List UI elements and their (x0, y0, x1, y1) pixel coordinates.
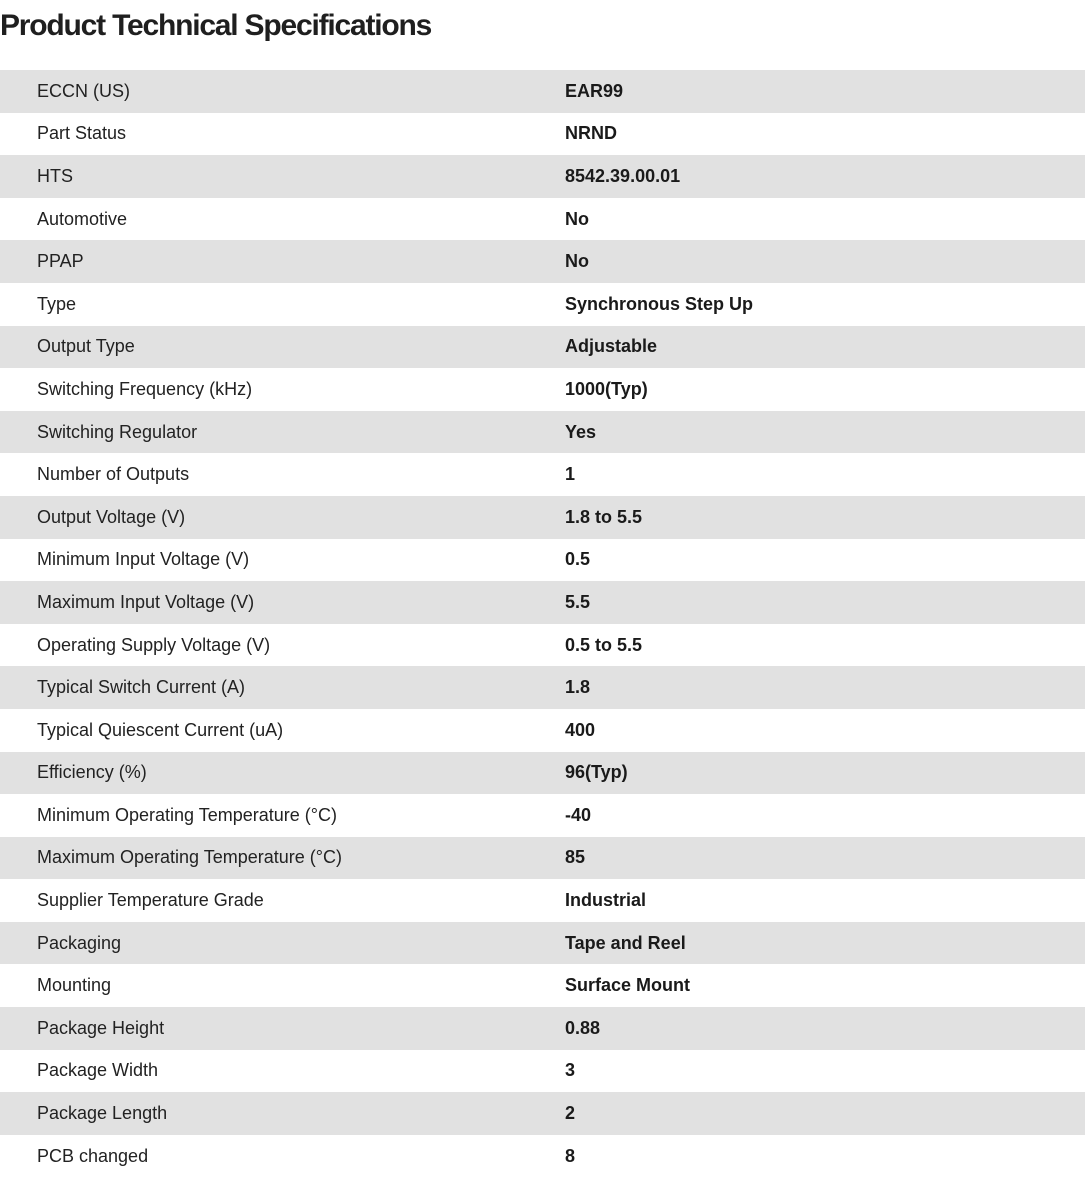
spec-value: 85 (565, 837, 1085, 880)
spec-label: HTS (0, 155, 565, 198)
spec-value: -40 (565, 794, 1085, 837)
spec-label: Maximum Operating Temperature (°C) (0, 837, 565, 880)
spec-value: Tape and Reel (565, 922, 1085, 965)
spec-value: 1 (565, 453, 1085, 496)
spec-value: 0.5 (565, 539, 1085, 582)
spec-label: Packaging (0, 922, 565, 965)
spec-label: Part Status (0, 113, 565, 156)
spec-label: Switching Frequency (kHz) (0, 368, 565, 411)
spec-value: Adjustable (565, 326, 1085, 369)
spec-value: 5.5 (565, 581, 1085, 624)
spec-value: 0.5 to 5.5 (565, 624, 1085, 667)
spec-label: Typical Switch Current (A) (0, 666, 565, 709)
spec-label: Minimum Input Voltage (V) (0, 539, 565, 582)
spec-row-part-status (0, 113, 1085, 156)
spec-value: 1000(Typ) (565, 368, 1085, 411)
spec-label: PPAP (0, 240, 565, 283)
spec-row-ppap (0, 240, 1085, 283)
spec-label: Maximum Input Voltage (V) (0, 581, 565, 624)
spec-value: No (565, 198, 1085, 241)
spec-row-hts (0, 155, 1085, 198)
spec-row-output-voltage (0, 496, 1085, 539)
spec-label: Automotive (0, 198, 565, 241)
spec-label: Mounting (0, 964, 565, 1007)
spec-row-number-of-outputs (0, 453, 1085, 496)
spec-row-maximum-operating-temperature (0, 837, 1085, 880)
spec-value: 1.8 to 5.5 (565, 496, 1085, 539)
spec-row-typical-switch-current (0, 666, 1085, 709)
spec-label: Number of Outputs (0, 453, 565, 496)
spec-row-operating-supply-voltage (0, 624, 1085, 667)
spec-row-typical-quiescent-current (0, 709, 1085, 752)
spec-label: Minimum Operating Temperature (°C) (0, 794, 565, 837)
spec-row-switching-regulator (0, 411, 1085, 454)
spec-label: Type (0, 283, 565, 326)
spec-label: ECCN (US) (0, 70, 565, 113)
spec-row-mounting (0, 964, 1085, 1007)
spec-row-type (0, 283, 1085, 326)
spec-value: Surface Mount (565, 964, 1085, 1007)
spec-label: Package Height (0, 1007, 565, 1050)
spec-value: 96(Typ) (565, 752, 1085, 795)
spec-row-package-height (0, 1007, 1085, 1050)
spec-label: Switching Regulator (0, 411, 565, 454)
spec-row-package-width (0, 1050, 1085, 1093)
spec-row-package-length (0, 1092, 1085, 1135)
page-title: Product Technical Specifications (0, 9, 432, 42)
spec-row-automotive (0, 198, 1085, 241)
spec-row-minimum-input-voltage (0, 539, 1085, 582)
spec-label: Package Length (0, 1092, 565, 1135)
spec-row-packaging (0, 922, 1085, 965)
spec-row-output-type (0, 326, 1085, 369)
spec-value: NRND (565, 113, 1085, 156)
spec-value: Yes (565, 411, 1085, 454)
spec-value: EAR99 (565, 70, 1085, 113)
spec-row-maximum-input-voltage (0, 581, 1085, 624)
spec-value: 8542.39.00.01 (565, 155, 1085, 198)
spec-value: Synchronous Step Up (565, 283, 1085, 326)
spec-row-supplier-temperature-grade (0, 879, 1085, 922)
spec-value: Industrial (565, 879, 1085, 922)
spec-row-efficiency (0, 752, 1085, 795)
spec-label: Efficiency (%) (0, 752, 565, 795)
spec-value: 0.88 (565, 1007, 1085, 1050)
spec-value: 2 (565, 1092, 1085, 1135)
spec-label: Package Width (0, 1050, 565, 1093)
spec-value: 8 (565, 1135, 1085, 1177)
spec-label: Output Voltage (V) (0, 496, 565, 539)
spec-value: 1.8 (565, 666, 1085, 709)
spec-row-minimum-operating-temperature (0, 794, 1085, 837)
spec-value: 3 (565, 1050, 1085, 1093)
spec-label: Output Type (0, 326, 565, 369)
spec-value: No (565, 240, 1085, 283)
spec-table (0, 70, 1085, 1177)
spec-label: Supplier Temperature Grade (0, 879, 565, 922)
spec-label: PCB changed (0, 1135, 565, 1177)
spec-row-eccn (0, 70, 1085, 113)
spec-row-switching-frequency (0, 368, 1085, 411)
spec-value: 400 (565, 709, 1085, 752)
spec-label: Typical Quiescent Current (uA) (0, 709, 565, 752)
spec-table-body (0, 70, 1085, 1177)
spec-label: Operating Supply Voltage (V) (0, 624, 565, 667)
